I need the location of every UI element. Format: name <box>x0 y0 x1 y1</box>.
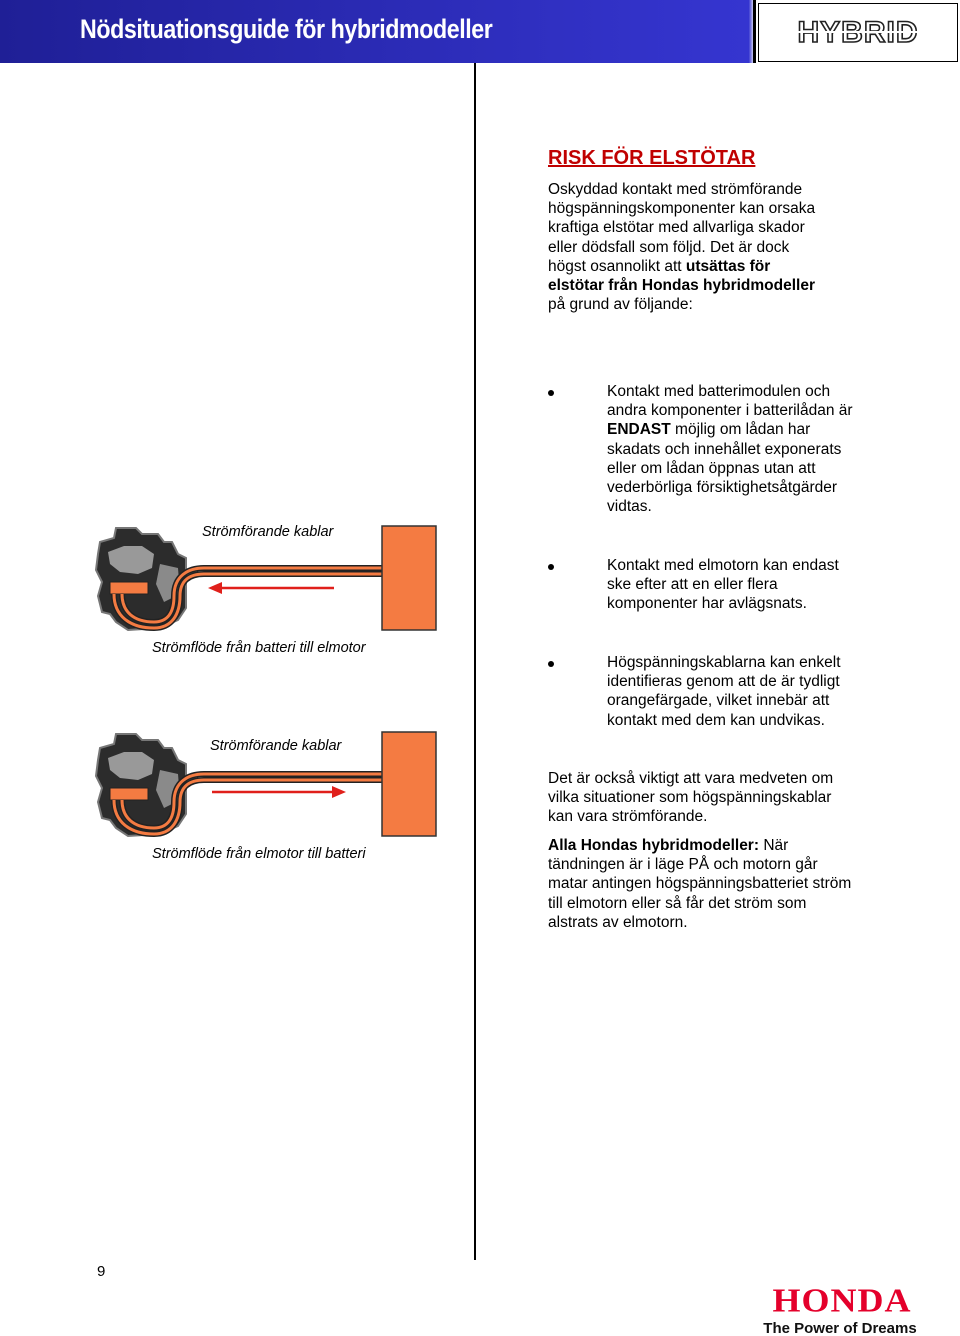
header-bar <box>0 0 960 63</box>
bullet-line <box>607 420 927 439</box>
models-paragraph <box>548 836 888 932</box>
diagram2-illustration <box>94 730 440 840</box>
bullet-cables <box>607 653 927 730</box>
honda-slogan: The Power of Dreams <box>763 1320 917 1335</box>
bullet-text: möjlig om lådan har <box>670 421 811 439</box>
honda-logo-graphic <box>728 1283 956 1335</box>
honda-wordmark: HONDA <box>772 1283 912 1320</box>
awareness-line: vilka situationer som högspänningskablar <box>548 789 832 807</box>
intro-line: högspänningskomponenter kan orsaka <box>548 200 816 218</box>
awareness-line: Det är också viktigt att vara medveten om <box>548 770 834 787</box>
bullet-line: eller om lådan öppnas utan att <box>607 459 816 477</box>
flow-arrow-left-icon <box>208 582 222 594</box>
bullet-bold: ENDAST <box>607 421 671 439</box>
intro-text: högst osannolikt att <box>548 257 686 275</box>
models-text: När <box>759 837 789 854</box>
awareness-line: kan vara strömförande. <box>548 808 708 826</box>
hybrid-logo <box>758 3 958 62</box>
risk-title: RISK FÖR ELSTÖTAR <box>548 147 756 169</box>
models-line: matar antingen högspänningsbatteriet ström <box>548 875 852 893</box>
flow-arrow-right-icon <box>332 786 346 798</box>
diagram1-label-flow: Strömflöde från batteri till elmotor <box>152 640 366 656</box>
battery-box <box>382 732 436 836</box>
bullet-motor <box>607 556 927 614</box>
page-number: 9 <box>97 1263 106 1280</box>
bullet-line: Kontakt med elmotorn kan endast <box>607 557 839 574</box>
bullet-line: skadats och innehållet exponerats <box>607 440 842 458</box>
hybrid-logo-text: HYBRID <box>797 16 919 49</box>
awareness-paragraph <box>548 769 888 827</box>
motor-terminal <box>110 788 148 800</box>
bullet-line: kontakt med dem kan undvikas. <box>607 711 825 729</box>
bullet-line: Kontakt med batterimodulen och <box>607 383 831 400</box>
bullet-line: andra komponenter i batterilådan är <box>607 402 853 420</box>
models-line: alstrats av elmotorn. <box>548 913 688 931</box>
honda-logo <box>728 1283 956 1335</box>
models-line <box>548 836 888 855</box>
bullet-dot <box>548 390 554 396</box>
intro-line: kraftiga elstötar med allvarliga skador <box>548 219 805 237</box>
diagram1-label-cables: Strömförande kablar <box>202 524 334 540</box>
models-line: till elmotorn eller så får det ström som <box>548 894 807 912</box>
diagram1-illustration <box>94 524 440 634</box>
column-divider <box>474 63 476 1260</box>
bullet-line: Högspänningskablarna kan enkelt <box>607 654 841 671</box>
bullet-line: komponenter har avlägsnats. <box>607 595 807 613</box>
risk-intro <box>548 180 888 314</box>
bullet-line: identifieras genom att de är tydligt <box>607 673 840 691</box>
diagram2-label-cables: Strömförande kablar <box>210 738 342 754</box>
bullet-line: orangefärgade, vilket innebär att <box>607 692 830 710</box>
intro-line: Oskyddad kontakt med strömförande <box>548 181 803 198</box>
bullet-line: ske efter att en eller flera <box>607 576 778 594</box>
hybrid-logo-graphic <box>759 4 957 61</box>
intro-line: elstötar från Hondas hybridmodeller <box>548 277 815 295</box>
models-bold: Alla Hondas hybridmodeller: <box>548 837 760 854</box>
bullet-dot <box>548 564 554 570</box>
bullet-battery <box>607 382 927 516</box>
page-title: Nödsituationsguide för hybridmodeller <box>80 14 493 44</box>
bullet-line: vidtas. <box>607 498 652 516</box>
intro-bold: utsättas för <box>685 257 771 275</box>
battery-box <box>382 526 436 630</box>
bullet-dot <box>548 661 554 667</box>
bullet-line: vederbörliga försiktighetsåtgärder <box>607 479 838 497</box>
diagram2-label-flow: Strömflöde från elmotor till batteri <box>152 846 366 862</box>
models-line: tändningen är i läge PÅ och motorn går <box>548 856 818 874</box>
intro-line <box>548 257 888 276</box>
motor-terminal <box>110 582 148 594</box>
intro-line: på grund av följande: <box>548 296 693 314</box>
intro-line: eller dödsfall som följd. Det är dock <box>548 238 790 256</box>
header-separator <box>753 0 756 63</box>
